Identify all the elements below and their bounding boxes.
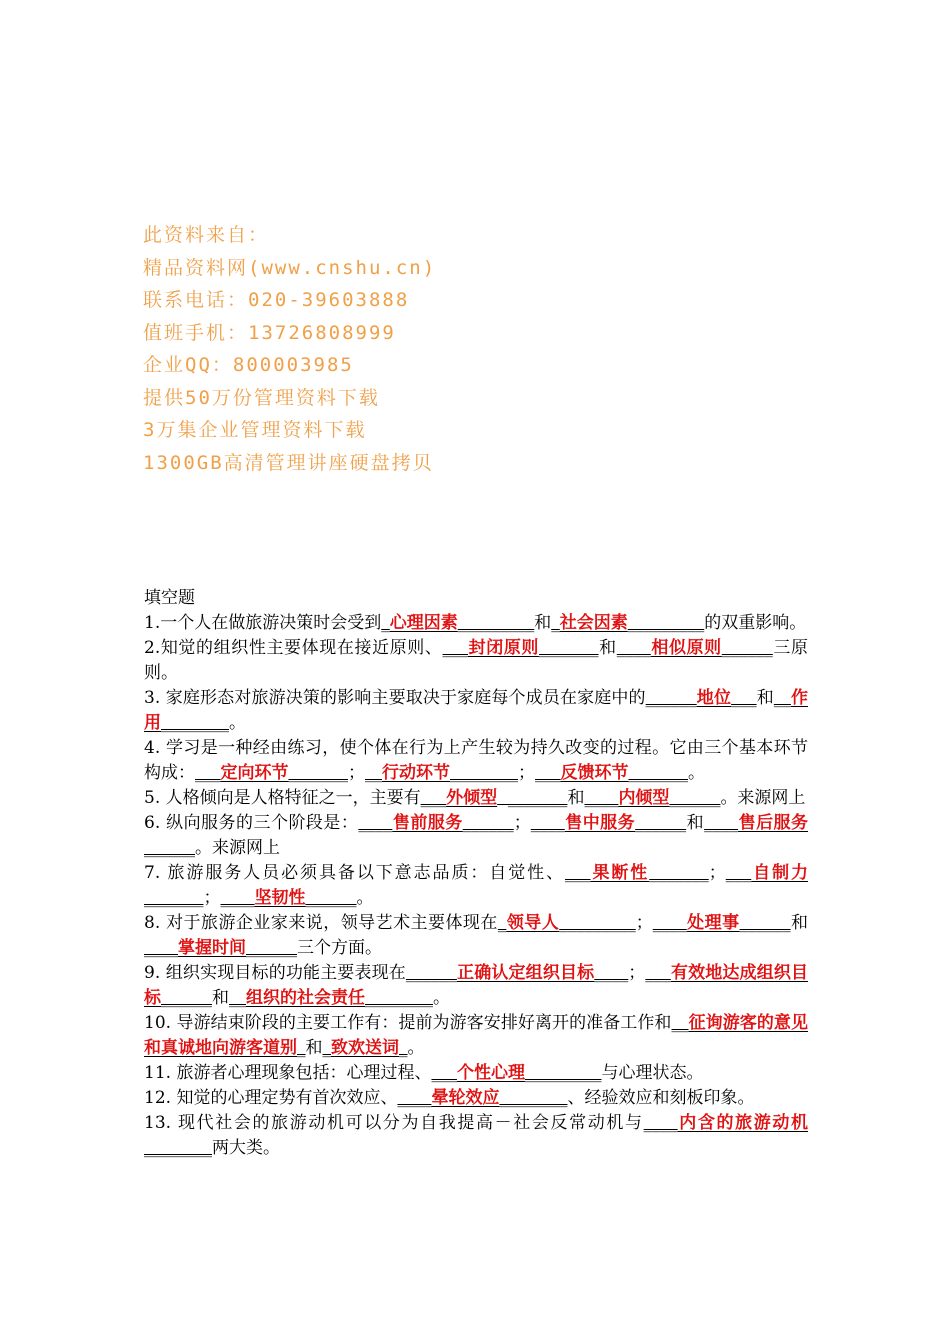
blank-line: _______ xyxy=(497,788,568,808)
question-item xyxy=(144,786,808,811)
question-text: 10. 导游结束阶段的主要工作有：提前为游客安排好离开的准备工作和 xyxy=(144,1013,672,1033)
question-text: 。 xyxy=(356,888,374,908)
blank-line: ______ xyxy=(645,688,697,708)
question-item xyxy=(144,1111,808,1161)
blank-line: ____ xyxy=(358,813,393,833)
question-text: 两大类。 xyxy=(212,1138,280,1158)
answer-text: 地位 xyxy=(696,688,732,708)
blank-line: _______ xyxy=(539,638,599,658)
answer-text: 内倾型 xyxy=(618,788,670,808)
answer-text: 相似原则 xyxy=(650,638,722,658)
blank-line: ____ xyxy=(616,638,651,658)
answer-text: 售前服务 xyxy=(392,813,463,833)
blank-line: _______ xyxy=(628,763,688,783)
blank-line: _______ xyxy=(144,888,204,908)
answer-text: 致欢送词 xyxy=(331,1038,399,1058)
blank-line: ____ xyxy=(220,888,255,908)
blank-line: ____ xyxy=(144,938,178,958)
question-text: 4. 学习是一种经由练习，使个体在行为上产生较为持久改变的过程。它由三个基本环节构成： xyxy=(144,738,808,783)
section-heading: 填空题 xyxy=(144,588,195,608)
blank-line: ____ xyxy=(530,813,565,833)
blank-line: _ xyxy=(381,613,390,633)
question-item xyxy=(144,1086,808,1111)
blank-line: __ xyxy=(229,988,246,1008)
blank-line: ______ xyxy=(305,888,357,908)
question-text: 和 xyxy=(567,788,585,808)
question-text: 6. 纵向服务的三个阶段是： xyxy=(144,813,359,833)
blank-line: ______ xyxy=(161,988,212,1008)
blank-line: ________ xyxy=(450,763,518,783)
question-text: 和 xyxy=(756,688,774,708)
answer-text: 行动环节 xyxy=(382,763,450,783)
source-info-block xyxy=(143,219,843,479)
blank-line: ____ xyxy=(397,1088,432,1108)
question-text: 13. 现代社会的旅游动机可以分为自我提高－社会反常动机与 xyxy=(144,1113,644,1133)
blank-line: ____ xyxy=(652,913,687,933)
question-text: 。 xyxy=(433,988,450,1008)
blank-line: ______ xyxy=(635,813,687,833)
blank-line: _________ xyxy=(627,613,705,633)
blank-line: ______ xyxy=(246,938,297,958)
blank-line: _________ xyxy=(559,913,636,933)
question-text: 。 xyxy=(407,1038,425,1058)
answer-text: 外倾型 xyxy=(446,788,498,808)
blank-line: ___ xyxy=(535,763,561,783)
answer-text: 定向环节 xyxy=(220,763,289,783)
blank-line: ________ xyxy=(499,1088,568,1108)
blank-line: ______ xyxy=(739,913,791,933)
question-text: 和 xyxy=(212,988,229,1008)
answer-text: 个性心理 xyxy=(456,1063,525,1083)
blank-line: _ xyxy=(399,1038,408,1058)
source-line: 3万集企业管理资料下载 xyxy=(143,419,367,441)
question-item xyxy=(144,636,808,686)
question-item xyxy=(144,811,808,861)
answer-text: 反馈环节 xyxy=(560,763,629,783)
answer-text: 售后服务 xyxy=(738,813,809,833)
answer-text: 作用 xyxy=(144,688,809,733)
blank-line: ________ xyxy=(365,988,433,1008)
blank-line: ___ xyxy=(725,863,752,883)
blank-line: ______ xyxy=(462,813,514,833)
source-line: 此资料来自： xyxy=(143,224,270,246)
question-text: 5. 人格倾向是人格特征之一，主要有 xyxy=(144,788,421,808)
blank-line: ____ xyxy=(643,1113,678,1133)
answer-text: 晕轮效应 xyxy=(431,1088,500,1108)
blank-line: ____ xyxy=(584,788,619,808)
blank-line: ______ xyxy=(669,788,721,808)
source-line: 联系电话：020-39603888 xyxy=(143,289,410,311)
blank-line: __ xyxy=(671,1013,689,1033)
answer-text: 征询游客的意见和真诚地向游客道别 xyxy=(144,1013,808,1058)
question-text: 9. 组织实现目标的功能主要表现在 xyxy=(144,963,406,983)
answer-text: 自制力 xyxy=(751,863,809,883)
blank-line: _______ xyxy=(649,863,709,883)
blank-line: ____ xyxy=(594,963,629,983)
question-text: ； xyxy=(628,963,646,983)
blank-line: _________ xyxy=(524,1063,602,1083)
question-text: ； xyxy=(518,763,535,783)
question-text: 3. 家庭形态对旅游决策的影响主要取决于家庭每个成员在家庭中的 xyxy=(144,688,646,708)
question-item xyxy=(144,961,808,1011)
question-item xyxy=(144,1011,808,1061)
blank-line: ___ xyxy=(442,638,469,658)
question-item xyxy=(144,611,808,636)
answer-text: 内含的旅游动机 xyxy=(677,1113,808,1133)
question-text: 。 xyxy=(688,763,705,783)
question-text: 。来源网上 xyxy=(720,788,806,808)
question-text: 。来源网上 xyxy=(195,838,280,858)
blank-line: _ xyxy=(322,1038,331,1058)
question-text: 和 xyxy=(305,1038,323,1058)
question-text: ； xyxy=(348,763,365,783)
blank-line: _ xyxy=(551,613,560,633)
blank-line: ______ xyxy=(144,838,195,858)
question-item xyxy=(144,861,808,911)
question-text: 三原则。 xyxy=(144,638,809,683)
source-line: 提供50万份管理资料下载 xyxy=(143,386,380,409)
question-text: 和 xyxy=(598,638,617,658)
source-line: 1300GB高清管理讲座硬盘拷贝 xyxy=(143,451,434,474)
question-text: 。 xyxy=(229,713,246,733)
blank-line: ______ xyxy=(721,638,773,658)
question-text: 1.一个人在做旅游决策时会受到 xyxy=(144,613,382,633)
question-text: 8. 对于旅游企业家来说，领导艺术主要体现在 xyxy=(144,913,498,933)
blank-line: _________ xyxy=(457,613,535,633)
answer-text: 领导人 xyxy=(506,913,560,933)
question-text: 、经验效应和刻板印象。 xyxy=(567,1088,755,1108)
answer-text: 售中服务 xyxy=(564,813,636,833)
blank-line: _ xyxy=(297,1038,306,1058)
blank-line: _______ xyxy=(288,763,348,783)
question-text: 2.知觉的组织性主要体现在接近原则、 xyxy=(144,638,443,658)
blank-line: ________ xyxy=(161,713,229,733)
question-item xyxy=(144,911,808,961)
question-text: ； xyxy=(203,888,221,908)
question-text: ； xyxy=(708,863,726,883)
question-text: 和 xyxy=(790,913,809,933)
blank-line: _ xyxy=(497,913,507,933)
question-text: 7. 旅游服务人员必须具备以下意志品质：自觉性、 xyxy=(144,863,566,883)
answer-text: 心理因素 xyxy=(389,613,458,633)
blank-line: ___ xyxy=(195,763,221,783)
blank-line: ___ xyxy=(420,788,447,808)
answer-text: 处理事 xyxy=(686,913,740,933)
blank-line: ______ xyxy=(405,963,457,983)
question-list xyxy=(144,611,808,1161)
blank-line: __ xyxy=(365,763,382,783)
answer-text: 果断性 xyxy=(590,863,650,883)
question-text: 11. 旅游者心理现象包括：心理过程、 xyxy=(144,1063,432,1083)
answer-text: 坚韧性 xyxy=(254,888,306,908)
question-text: 与心理状态。 xyxy=(601,1063,704,1083)
answer-text: 封闭原则 xyxy=(468,638,540,658)
answer-text: 掌握时间 xyxy=(178,938,246,958)
question-text: ； xyxy=(513,813,531,833)
question-item xyxy=(144,686,808,736)
blank-line: ___ xyxy=(645,963,671,983)
question-item xyxy=(144,736,808,786)
question-text: 和 xyxy=(686,813,705,833)
blank-line: ___ xyxy=(731,688,757,708)
source-line: 值班手机：13726808999 xyxy=(143,321,396,344)
blank-line: __ xyxy=(773,688,791,708)
question-text: ； xyxy=(635,913,653,933)
answer-text: 社会因素 xyxy=(559,613,628,633)
question-text: 和 xyxy=(534,613,552,633)
answer-text: 组织的社会责任 xyxy=(246,988,365,1008)
question-item xyxy=(144,1061,808,1086)
question-text: 12. 知觉的心理定势有首次效应、 xyxy=(144,1088,398,1108)
question-text: 的双重影响。 xyxy=(704,613,807,633)
question-text: 三个方面。 xyxy=(297,938,382,958)
blank-line: ___ xyxy=(565,863,591,883)
answer-text: 有效地达成组织目标 xyxy=(144,963,809,1008)
blank-line: ____ xyxy=(704,813,739,833)
answer-text: 正确认定组织目标 xyxy=(456,963,595,983)
source-line: 精品资料网(www.cnshu.cn) xyxy=(143,256,437,279)
blank-line: ___ xyxy=(431,1063,457,1083)
source-line: 企业QQ：800003985 xyxy=(143,354,354,376)
blank-line: ________ xyxy=(144,1138,212,1158)
fill-in-blank-section xyxy=(144,586,808,1161)
